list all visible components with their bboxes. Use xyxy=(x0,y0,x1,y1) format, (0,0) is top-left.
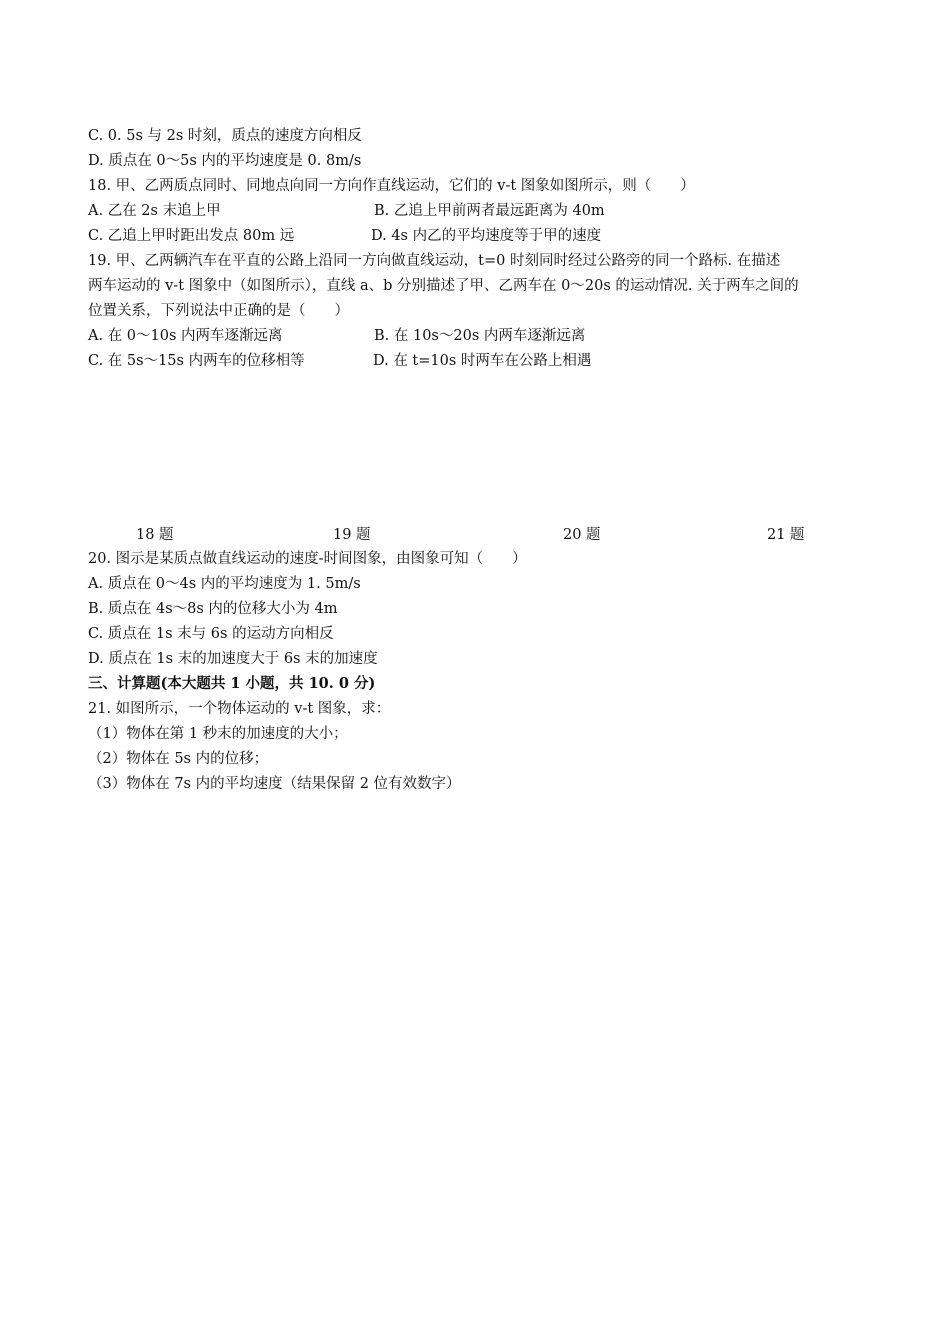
figure-label-21: 21 题 xyxy=(767,527,805,543)
q20-stem: 20. 图示是某质点做直线运动的速度-时间图象，由图象可知（ ） xyxy=(88,551,527,567)
q20-option-a: A. 质点在 0～4s 内的平均速度为 1. 5m/s xyxy=(88,576,361,592)
q19-option-a: A. 在 0～10s 内两车逐渐远离 xyxy=(88,328,283,344)
q19-stem-line1: 19. 甲、乙两辆汽车在平直的公路上沿同一方向做直线运动，t=0 时刻同时经过公路旁的同一个路标. 在描述 xyxy=(88,253,781,269)
q17-option-d: D. 质点在 0～5s 内的平均速度是 0. 8m/s xyxy=(88,153,362,169)
q21-part-3: （3）物体在 7s 内的平均速度（结果保留 2 位有效数字） xyxy=(88,776,461,792)
q19-stem-line2: 两车运动的 v-t 图象中（如图所示），直线 a、b 分别描述了甲、乙两车在 0～20s 的运动情况. 关于两车之间的 xyxy=(88,278,799,294)
figure-area xyxy=(88,376,868,521)
q19-option-d: D. 在 t=10s 时两车在公路上相遇 xyxy=(373,353,592,369)
q19-option-c: C. 在 5s～15s 内两车的位移相等 xyxy=(88,353,305,369)
q19-stem-line3: 位置关系，下列说法中正确的是（ ） xyxy=(88,303,349,319)
q18-option-a: A. 乙在 2s 末追上甲 xyxy=(88,203,221,219)
q21-part-1: （1）物体在第 1 秒末的加速度的大小； xyxy=(88,726,348,742)
q20-option-b: B. 质点在 4s～8s 内的位移大小为 4m xyxy=(88,601,338,617)
q19-option-b: B. 在 10s～20s 内两车逐渐远离 xyxy=(374,328,586,344)
q18-stem: 18. 甲、乙两质点同时、同地点向同一方向作直线运动，它们的 v-t 图象如图所示，则（ ） xyxy=(88,178,695,194)
figure-label-20: 20 题 xyxy=(563,527,601,543)
figure-label-19: 19 题 xyxy=(333,527,371,543)
q19-options-ab xyxy=(88,326,586,346)
section-3-heading: 三、计算题(本大题共 1 小题，共 10. 0 分) xyxy=(88,675,376,692)
figure-label-18: 18 题 xyxy=(136,527,174,543)
q17-option-c: C. 0. 5s 与 2s 时刻，质点的速度方向相反 xyxy=(88,128,362,144)
q20-option-c: C. 质点在 1s 末与 6s 的运动方向相反 xyxy=(88,626,334,642)
q21-part-2: （2）物体在 5s 内的位移； xyxy=(88,751,269,767)
q19-options-cd xyxy=(88,351,592,371)
q21-stem: 21. 如图所示，一个物体运动的 v-t 图象，求： xyxy=(88,701,391,717)
q18-option-c: C. 乙追上甲时距出发点 80m 远 xyxy=(88,228,295,244)
q20-option-d: D. 质点在 1s 末的加速度大于 6s 末的加速度 xyxy=(88,651,378,667)
q18-option-d: D. 4s 内乙的平均速度等于甲的速度 xyxy=(371,228,602,244)
q18-options-cd xyxy=(88,226,602,246)
q18-options-ab xyxy=(88,201,605,221)
q18-option-b: B. 乙追上甲前两者最远距离为 40m xyxy=(374,203,605,219)
